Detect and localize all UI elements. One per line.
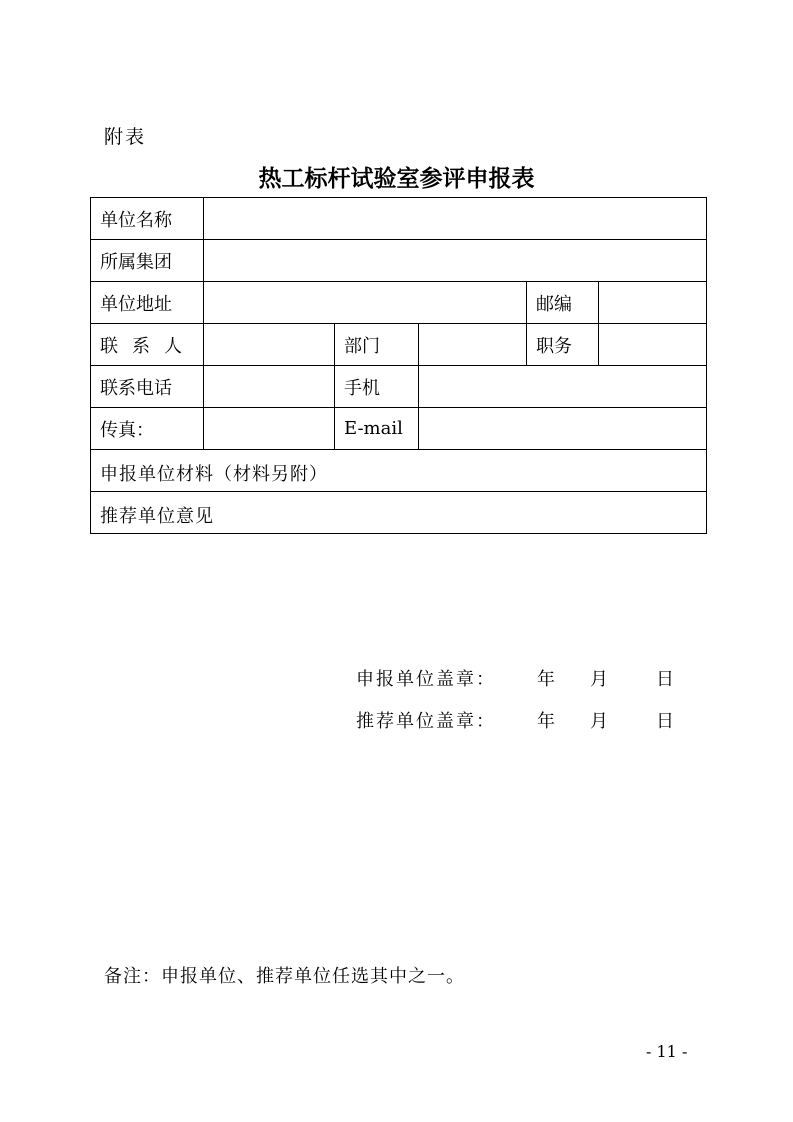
email-label: E-mail: [335, 408, 419, 450]
appendix-label: 附表: [104, 126, 147, 148]
applicant-seal-label: 申报单位盖章：: [356, 669, 496, 690]
fax-field[interactable]: [204, 408, 335, 450]
recommender-date-day: 日: [656, 711, 674, 732]
page-number: - 11 -: [646, 1042, 688, 1061]
postcode-label: 邮编: [527, 282, 599, 324]
position-label: 职务: [527, 324, 599, 366]
group-label: 所属集团: [91, 240, 204, 282]
recommendation-label: 推荐单位意见: [100, 506, 214, 527]
applicant-date-day: 日: [656, 669, 674, 690]
postcode-field[interactable]: [599, 282, 707, 324]
email-field[interactable]: [419, 408, 707, 450]
mobile-field[interactable]: [419, 366, 707, 408]
row-fax: [91, 408, 707, 450]
address-label: 单位地址: [91, 282, 204, 324]
row-phone: [91, 366, 707, 408]
footnote: 备注：申报单位、推荐单位任选其中之一。: [104, 966, 465, 987]
recommender-date-year: 年: [537, 711, 555, 732]
applicant-date-year: 年: [537, 669, 555, 690]
position-field[interactable]: [599, 324, 707, 366]
row-contact: [91, 324, 707, 366]
row-unit-name: [91, 198, 707, 240]
applicant-date-month: 月: [590, 669, 608, 690]
unit-name-label: 单位名称: [91, 198, 204, 240]
recommender-seal-label: 推荐单位盖章：: [356, 711, 496, 732]
department-label: 部门: [335, 324, 419, 366]
row-address: [91, 282, 707, 324]
row-group: [91, 240, 707, 282]
department-field[interactable]: [419, 324, 527, 366]
group-field[interactable]: [204, 240, 707, 282]
address-field[interactable]: [204, 282, 527, 324]
fax-label: 传真：: [91, 408, 204, 450]
materials-label: 申报单位材料（材料另附）: [100, 464, 328, 485]
phone-field[interactable]: [204, 366, 335, 408]
form-title: 热工标杆试验室参评申报表: [258, 166, 535, 192]
application-form-table: [90, 197, 707, 732]
phone-label: 联系电话: [91, 366, 204, 408]
unit-name-field[interactable]: [204, 198, 707, 240]
row-recommendation: [91, 492, 707, 534]
row-materials: [91, 450, 707, 492]
contact-label: 联系人: [91, 324, 204, 366]
recommender-date-month: 月: [590, 711, 608, 732]
mobile-label: 手机: [335, 366, 419, 408]
contact-field[interactable]: [204, 324, 335, 366]
